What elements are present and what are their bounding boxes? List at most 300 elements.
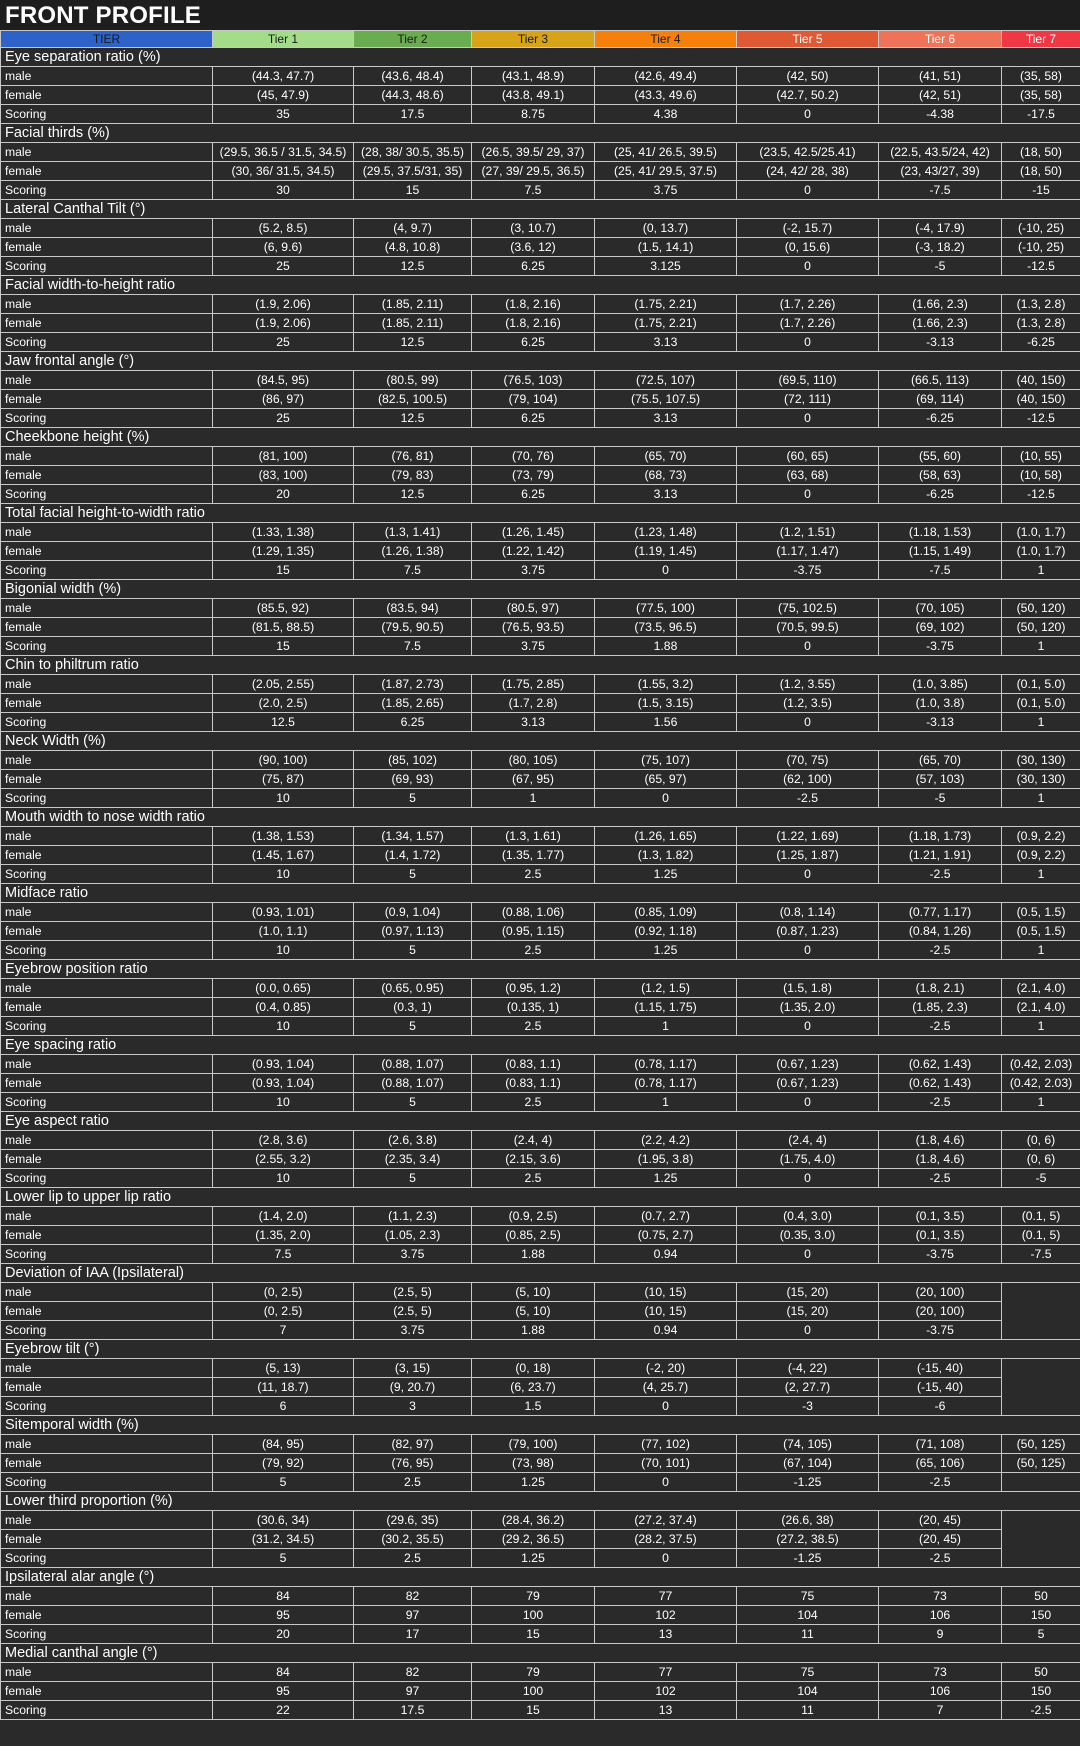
tier-2-cell: 12.5 (354, 409, 472, 428)
tier-5-cell: (0.67, 1.23) (737, 1055, 879, 1074)
tier-2-cell: 5 (354, 1093, 472, 1112)
row-label: female (1, 314, 213, 333)
tier-3-cell: (67, 95) (472, 770, 595, 789)
tier-2-cell: 5 (354, 865, 472, 884)
row-label: male (1, 1207, 213, 1226)
tier-1-cell: (84, 95) (213, 1435, 354, 1454)
tier-7-cell: (35, 58) (1002, 86, 1080, 105)
tier-4-cell: 1 (595, 1093, 737, 1112)
tier-6-cell: (20, 100) (879, 1302, 1002, 1321)
tier-1-cell: (85.5, 92) (213, 599, 354, 618)
tier-7-cell: (0, 6) (1002, 1131, 1080, 1150)
section-row (1, 428, 1080, 447)
section-row (1, 276, 1080, 295)
tier-2-cell: (29.5, 37.5/31, 35) (354, 162, 472, 181)
tier-1-cell: (5.2, 8.5) (213, 219, 354, 238)
tier-4-cell: (-2, 20) (595, 1359, 737, 1378)
row-label: female (1, 238, 213, 257)
tier-6-cell: -2.5 (879, 941, 1002, 960)
tier-3-cell: (79, 104) (472, 390, 595, 409)
table-row (1, 1169, 1080, 1188)
tier-3-cell: (0.95, 1.2) (472, 979, 595, 998)
row-label: male (1, 1283, 213, 1302)
section-row (1, 1416, 1080, 1435)
tier-4-cell: (68, 73) (595, 466, 737, 485)
row-label: Scoring (1, 1397, 213, 1416)
empty-cell (1002, 1511, 1080, 1568)
tier-6-cell: (1.15, 1.49) (879, 542, 1002, 561)
tier-5-cell: 75 (737, 1587, 879, 1606)
tier-6-cell: (1.66, 2.3) (879, 314, 1002, 333)
tier-5-cell: (70, 75) (737, 751, 879, 770)
tier-4-cell: 0 (595, 789, 737, 808)
tier-1-cell: 7 (213, 1321, 354, 1340)
tier-3-cell: 8.75 (472, 105, 595, 124)
tier-1-cell: (31.2, 34.5) (213, 1530, 354, 1549)
tier-2-cell: (82.5, 100.5) (354, 390, 472, 409)
tier-6-cell: -2.5 (879, 865, 1002, 884)
header-tier-3: Tier 3 (472, 31, 595, 48)
section-row (1, 580, 1080, 599)
table-row (1, 865, 1080, 884)
tier-7-cell: (18, 50) (1002, 162, 1080, 181)
tier-7-cell: (30, 130) (1002, 770, 1080, 789)
table-row (1, 1454, 1080, 1473)
tier-4-cell: 0.94 (595, 1321, 737, 1340)
tier-5-cell: (60, 65) (737, 447, 879, 466)
tier-1-cell: 25 (213, 409, 354, 428)
tier-5-cell: 0 (737, 637, 879, 656)
row-label: Scoring (1, 637, 213, 656)
tier-5-cell: (72, 111) (737, 390, 879, 409)
tier-5-cell: (1.2, 1.51) (737, 523, 879, 542)
table-row (1, 181, 1080, 200)
row-label: Scoring (1, 1473, 213, 1492)
tier-4-cell: 1.25 (595, 941, 737, 960)
tier-7-cell: 1 (1002, 789, 1080, 808)
tier-3-cell: (79, 100) (472, 1435, 595, 1454)
tier-6-cell: (1.21, 1.91) (879, 846, 1002, 865)
tier-1-cell: 5 (213, 1473, 354, 1492)
row-label: female (1, 162, 213, 181)
tier-2-cell: 7.5 (354, 637, 472, 656)
header-tier-1: Tier 1 (213, 31, 354, 48)
row-label: Scoring (1, 1245, 213, 1264)
row-label: female (1, 466, 213, 485)
header-tier-4: Tier 4 (595, 31, 737, 48)
tier-3-cell: (0.85, 2.5) (472, 1226, 595, 1245)
tier-3-cell: 1.88 (472, 1245, 595, 1264)
tier-4-cell: (73.5, 96.5) (595, 618, 737, 637)
section-title: Medial canthal angle (°) (1, 1644, 1080, 1663)
tier-4-cell: (0.78, 1.17) (595, 1055, 737, 1074)
tier-4-cell: (1.3, 1.82) (595, 846, 737, 865)
tier-3-cell: 2.5 (472, 941, 595, 960)
tier-3-cell: (76.5, 93.5) (472, 618, 595, 637)
tier-4-cell: (1.2, 1.5) (595, 979, 737, 998)
tier-1-cell: (2.0, 2.5) (213, 694, 354, 713)
tier-3-cell: 100 (472, 1606, 595, 1625)
tier-4-cell: 3.13 (595, 485, 737, 504)
tier-5-cell: 0 (737, 1169, 879, 1188)
table-row (1, 561, 1080, 580)
section-row (1, 808, 1080, 827)
tier-1-cell: (30.6, 34) (213, 1511, 354, 1530)
tier-1-cell: (75, 87) (213, 770, 354, 789)
row-label: male (1, 903, 213, 922)
row-label: Scoring (1, 865, 213, 884)
tier-1-cell: (0, 2.5) (213, 1283, 354, 1302)
section-title: Eye separation ratio (%) (1, 48, 1080, 67)
row-label: female (1, 1150, 213, 1169)
tier-4-cell: 102 (595, 1682, 737, 1701)
row-label: female (1, 1530, 213, 1549)
tier-1-cell: (5, 13) (213, 1359, 354, 1378)
tier-7-cell: (1.0, 1.7) (1002, 523, 1080, 542)
tier-7-cell: -15 (1002, 181, 1080, 200)
tier-6-cell: (69, 114) (879, 390, 1002, 409)
section-row (1, 732, 1080, 751)
tier-2-cell: 82 (354, 1587, 472, 1606)
tier-6-cell: -7.5 (879, 181, 1002, 200)
tier-6-cell: (55, 60) (879, 447, 1002, 466)
tier-3-cell: (1.8, 2.16) (472, 314, 595, 333)
row-label: Scoring (1, 1169, 213, 1188)
tier-2-cell: (83.5, 94) (354, 599, 472, 618)
tier-6-cell: (71, 108) (879, 1435, 1002, 1454)
tier-5-cell: 0 (737, 257, 879, 276)
tier-3-cell: (5, 10) (472, 1283, 595, 1302)
tier-6-cell: -2.5 (879, 1549, 1002, 1568)
tier-3-cell: (0.135, 1) (472, 998, 595, 1017)
row-label: female (1, 1226, 213, 1245)
tier-2-cell: 17.5 (354, 1701, 472, 1720)
table-row (1, 295, 1080, 314)
tier-6-cell: (0.62, 1.43) (879, 1055, 1002, 1074)
tier-6-cell: (1.8, 4.6) (879, 1131, 1002, 1150)
tier-6-cell: -6.25 (879, 409, 1002, 428)
tier-6-cell: (42, 51) (879, 86, 1002, 105)
tier-6-cell: -3.75 (879, 1245, 1002, 1264)
tier-7-cell: -7.5 (1002, 1245, 1080, 1264)
section-title: Cheekbone height (%) (1, 428, 1080, 447)
tier-4-cell: (0, 13.7) (595, 219, 737, 238)
row-label: female (1, 390, 213, 409)
tier-4-cell: 13 (595, 1701, 737, 1720)
tier-4-cell: (65, 70) (595, 447, 737, 466)
tier-5-cell: (1.22, 1.69) (737, 827, 879, 846)
tier-7-cell: -12.5 (1002, 409, 1080, 428)
tier-2-cell: (85, 102) (354, 751, 472, 770)
tier-7-cell: 1 (1002, 637, 1080, 656)
tier-2-cell: (2.6, 3.8) (354, 1131, 472, 1150)
tier-3-cell: (0.83, 1.1) (472, 1055, 595, 1074)
tier-4-cell: (10, 15) (595, 1302, 737, 1321)
tier-4-cell: (10, 15) (595, 1283, 737, 1302)
table-row (1, 1150, 1080, 1169)
tier-2-cell: 5 (354, 1169, 472, 1188)
tier-6-cell: (0.77, 1.17) (879, 903, 1002, 922)
row-label: female (1, 770, 213, 789)
row-label: female (1, 86, 213, 105)
row-label: male (1, 371, 213, 390)
tier-2-cell: 3.75 (354, 1245, 472, 1264)
table-row (1, 1321, 1080, 1340)
tier-5-cell: (1.7, 2.26) (737, 314, 879, 333)
tier-5-cell: 0 (737, 485, 879, 504)
row-label: female (1, 694, 213, 713)
row-label: male (1, 1131, 213, 1150)
tier-5-cell: (1.2, 3.55) (737, 675, 879, 694)
row-label: Scoring (1, 1701, 213, 1720)
tier-1-cell: 84 (213, 1663, 354, 1682)
tier-2-cell: (69, 93) (354, 770, 472, 789)
tier-7-cell: -12.5 (1002, 485, 1080, 504)
tier-2-cell: 15 (354, 181, 472, 200)
tier-2-cell: (2.5, 5) (354, 1302, 472, 1321)
section-title: Facial width-to-height ratio (1, 276, 1080, 295)
tier-3-cell: 3.75 (472, 561, 595, 580)
tier-3-cell: 7.5 (472, 181, 595, 200)
tier-3-cell: 1.88 (472, 1321, 595, 1340)
tier-4-cell: 1 (595, 1017, 737, 1036)
tier-6-cell: (66.5, 113) (879, 371, 1002, 390)
tier-7-cell: 1 (1002, 1093, 1080, 1112)
table-row (1, 1549, 1080, 1568)
tier-4-cell: (2.2, 4.2) (595, 1131, 737, 1150)
tier-1-cell: (86, 97) (213, 390, 354, 409)
tier-2-cell: (1.85, 2.11) (354, 314, 472, 333)
tier-1-cell: (0.0, 0.65) (213, 979, 354, 998)
tier-3-cell: (29.2, 36.5) (472, 1530, 595, 1549)
table-row (1, 447, 1080, 466)
tier-1-cell: 20 (213, 485, 354, 504)
tier-2-cell: (76, 81) (354, 447, 472, 466)
table-row (1, 789, 1080, 808)
row-label: Scoring (1, 1625, 213, 1644)
tier-table (0, 30, 1080, 1720)
page-title: FRONT PROFILE (0, 0, 1080, 30)
tier-3-cell: (70, 76) (472, 447, 595, 466)
tier-1-cell: (1.4, 2.0) (213, 1207, 354, 1226)
table-row (1, 941, 1080, 960)
tier-3-cell: (43.1, 48.9) (472, 67, 595, 86)
table-row (1, 599, 1080, 618)
table-row (1, 1663, 1080, 1682)
tier-3-cell: (1.22, 1.42) (472, 542, 595, 561)
tier-4-cell: 77 (595, 1587, 737, 1606)
tier-2-cell: (28, 38/ 30.5, 35.5) (354, 143, 472, 162)
tier-5-cell: (1.2, 3.5) (737, 694, 879, 713)
table-row (1, 542, 1080, 561)
row-label: Scoring (1, 713, 213, 732)
section-title: Lower lip to upper lip ratio (1, 1188, 1080, 1207)
tier-5-cell: 0 (737, 181, 879, 200)
row-label: Scoring (1, 1549, 213, 1568)
tier-1-cell: (1.29, 1.35) (213, 542, 354, 561)
table-row (1, 219, 1080, 238)
tier-2-cell: 12.5 (354, 485, 472, 504)
tier-6-cell: -5 (879, 789, 1002, 808)
tier-4-cell: (25, 41/ 26.5, 39.5) (595, 143, 737, 162)
tier-3-cell: 2.5 (472, 865, 595, 884)
tier-2-cell: (9, 20.7) (354, 1378, 472, 1397)
tier-2-cell: (1.87, 2.73) (354, 675, 472, 694)
tier-7-cell: (50, 120) (1002, 618, 1080, 637)
tier-1-cell: (30, 36/ 31.5, 34.5) (213, 162, 354, 181)
row-label: male (1, 1359, 213, 1378)
tier-4-cell: (65, 97) (595, 770, 737, 789)
tier-5-cell: (26.6, 38) (737, 1511, 879, 1530)
tier-4-cell: (0.7, 2.7) (595, 1207, 737, 1226)
tier-7-cell: (0.5, 1.5) (1002, 922, 1080, 941)
tier-6-cell: (69, 102) (879, 618, 1002, 637)
table-row (1, 1055, 1080, 1074)
tier-6-cell: -5 (879, 257, 1002, 276)
tier-7-cell: (-10, 25) (1002, 219, 1080, 238)
tier-6-cell: (1.85, 2.3) (879, 998, 1002, 1017)
tier-3-cell: 6.25 (472, 485, 595, 504)
section-title: Total facial height-to-width ratio (1, 504, 1080, 523)
tier-3-cell: (1.75, 2.85) (472, 675, 595, 694)
tier-6-cell: (23, 43/27, 39) (879, 162, 1002, 181)
tier-7-cell: 5 (1002, 1625, 1080, 1644)
tier-6-cell: (0.62, 1.43) (879, 1074, 1002, 1093)
tier-2-cell: 5 (354, 1017, 472, 1036)
tier-6-cell: (1.8, 4.6) (879, 1150, 1002, 1169)
section-row (1, 124, 1080, 143)
tier-3-cell: 2.5 (472, 1093, 595, 1112)
tier-5-cell: -1.25 (737, 1473, 879, 1492)
tier-4-cell: (70, 101) (595, 1454, 737, 1473)
table-row (1, 1473, 1080, 1492)
tier-5-cell: -1.25 (737, 1549, 879, 1568)
tier-6-cell: (-4, 17.9) (879, 219, 1002, 238)
tier-5-cell: 0 (737, 105, 879, 124)
row-label: Scoring (1, 1017, 213, 1036)
tier-7-cell: (40, 150) (1002, 390, 1080, 409)
tier-4-cell: 0 (595, 1549, 737, 1568)
row-label: female (1, 1606, 213, 1625)
tier-7-cell: (10, 55) (1002, 447, 1080, 466)
tier-1-cell: (83, 100) (213, 466, 354, 485)
tier-1-cell: 95 (213, 1606, 354, 1625)
tier-5-cell: (67, 104) (737, 1454, 879, 1473)
tier-4-cell: (1.55, 3.2) (595, 675, 737, 694)
tier-7-cell: 1 (1002, 865, 1080, 884)
tier-4-cell: (1.15, 1.75) (595, 998, 737, 1017)
header-tier-label: TIER (1, 31, 213, 48)
tier-1-cell: 25 (213, 257, 354, 276)
tier-2-cell: (80.5, 99) (354, 371, 472, 390)
tier-6-cell: (-15, 40) (879, 1359, 1002, 1378)
table-row (1, 1131, 1080, 1150)
tier-3-cell: (43.8, 49.1) (472, 86, 595, 105)
tier-7-cell: -17.5 (1002, 105, 1080, 124)
tier-4-cell: (25, 41/ 29.5, 37.5) (595, 162, 737, 181)
tier-1-cell: (1.33, 1.38) (213, 523, 354, 542)
tier-6-cell: -6.25 (879, 485, 1002, 504)
row-label: male (1, 751, 213, 770)
tier-5-cell: -3 (737, 1397, 879, 1416)
tier-6-cell: (58, 63) (879, 466, 1002, 485)
tier-4-cell: (75, 107) (595, 751, 737, 770)
tier-1-cell: 25 (213, 333, 354, 352)
tier-6-cell: (1.0, 3.85) (879, 675, 1002, 694)
tier-6-cell: (0.84, 1.26) (879, 922, 1002, 941)
tier-5-cell: 0 (737, 1245, 879, 1264)
tier-2-cell: (1.1, 2.3) (354, 1207, 472, 1226)
tier-1-cell: (44.3, 47.7) (213, 67, 354, 86)
tier-3-cell: 6.25 (472, 333, 595, 352)
section-row (1, 200, 1080, 219)
tier-1-cell: 10 (213, 1017, 354, 1036)
tier-1-cell: 10 (213, 1169, 354, 1188)
tier-3-cell: (80, 105) (472, 751, 595, 770)
tier-7-cell: (1.3, 2.8) (1002, 314, 1080, 333)
tier-7-cell: (18, 50) (1002, 143, 1080, 162)
tier-1-cell: (1.45, 1.67) (213, 846, 354, 865)
section-row (1, 1340, 1080, 1359)
tier-2-cell: (0.3, 1) (354, 998, 472, 1017)
tier-5-cell: (-2, 15.7) (737, 219, 879, 238)
tier-5-cell: (23.5, 42.5/25.41) (737, 143, 879, 162)
tier-2-cell: 12.5 (354, 257, 472, 276)
tier-1-cell: (2.05, 2.55) (213, 675, 354, 694)
table-row (1, 922, 1080, 941)
tier-5-cell: 11 (737, 1701, 879, 1720)
tier-7-cell: 1 (1002, 713, 1080, 732)
tier-2-cell: (29.6, 35) (354, 1511, 472, 1530)
table-row (1, 1682, 1080, 1701)
tier-1-cell: (1.35, 2.0) (213, 1226, 354, 1245)
row-label: male (1, 675, 213, 694)
tier-7-cell: (2.1, 4.0) (1002, 998, 1080, 1017)
tier-2-cell: 82 (354, 1663, 472, 1682)
tier-2-cell: 3.75 (354, 1321, 472, 1340)
tier-2-cell: (1.85, 2.65) (354, 694, 472, 713)
tier-1-cell: (29.5, 36.5 / 31.5, 34.5) (213, 143, 354, 162)
tier-5-cell: (69.5, 110) (737, 371, 879, 390)
tier-4-cell: (75.5, 107.5) (595, 390, 737, 409)
row-label: female (1, 1378, 213, 1397)
tier-1-cell: 12.5 (213, 713, 354, 732)
tier-6-cell: -3.13 (879, 333, 1002, 352)
tier-1-cell: 10 (213, 941, 354, 960)
row-label: female (1, 1074, 213, 1093)
header-tier-7: Tier 7 (1002, 31, 1080, 48)
section-title: Eye spacing ratio (1, 1036, 1080, 1055)
tier-5-cell: (0.67, 1.23) (737, 1074, 879, 1093)
empty-cell (1002, 1283, 1080, 1340)
tier-2-cell: 5 (354, 789, 472, 808)
tier-3-cell: (1.35, 1.77) (472, 846, 595, 865)
tier-7-cell: (50, 120) (1002, 599, 1080, 618)
row-label: Scoring (1, 181, 213, 200)
tier-1-cell: 84 (213, 1587, 354, 1606)
tier-7-cell: 150 (1002, 1606, 1080, 1625)
table-row (1, 751, 1080, 770)
tier-2-cell: (1.05, 2.3) (354, 1226, 472, 1245)
table-row (1, 371, 1080, 390)
tier-3-cell: (76.5, 103) (472, 371, 595, 390)
tier-5-cell: 75 (737, 1663, 879, 1682)
row-label: female (1, 1302, 213, 1321)
section-title: Jaw frontal angle (°) (1, 352, 1080, 371)
tier-3-cell: 1 (472, 789, 595, 808)
table-row (1, 1093, 1080, 1112)
tier-3-cell: (0.95, 1.15) (472, 922, 595, 941)
